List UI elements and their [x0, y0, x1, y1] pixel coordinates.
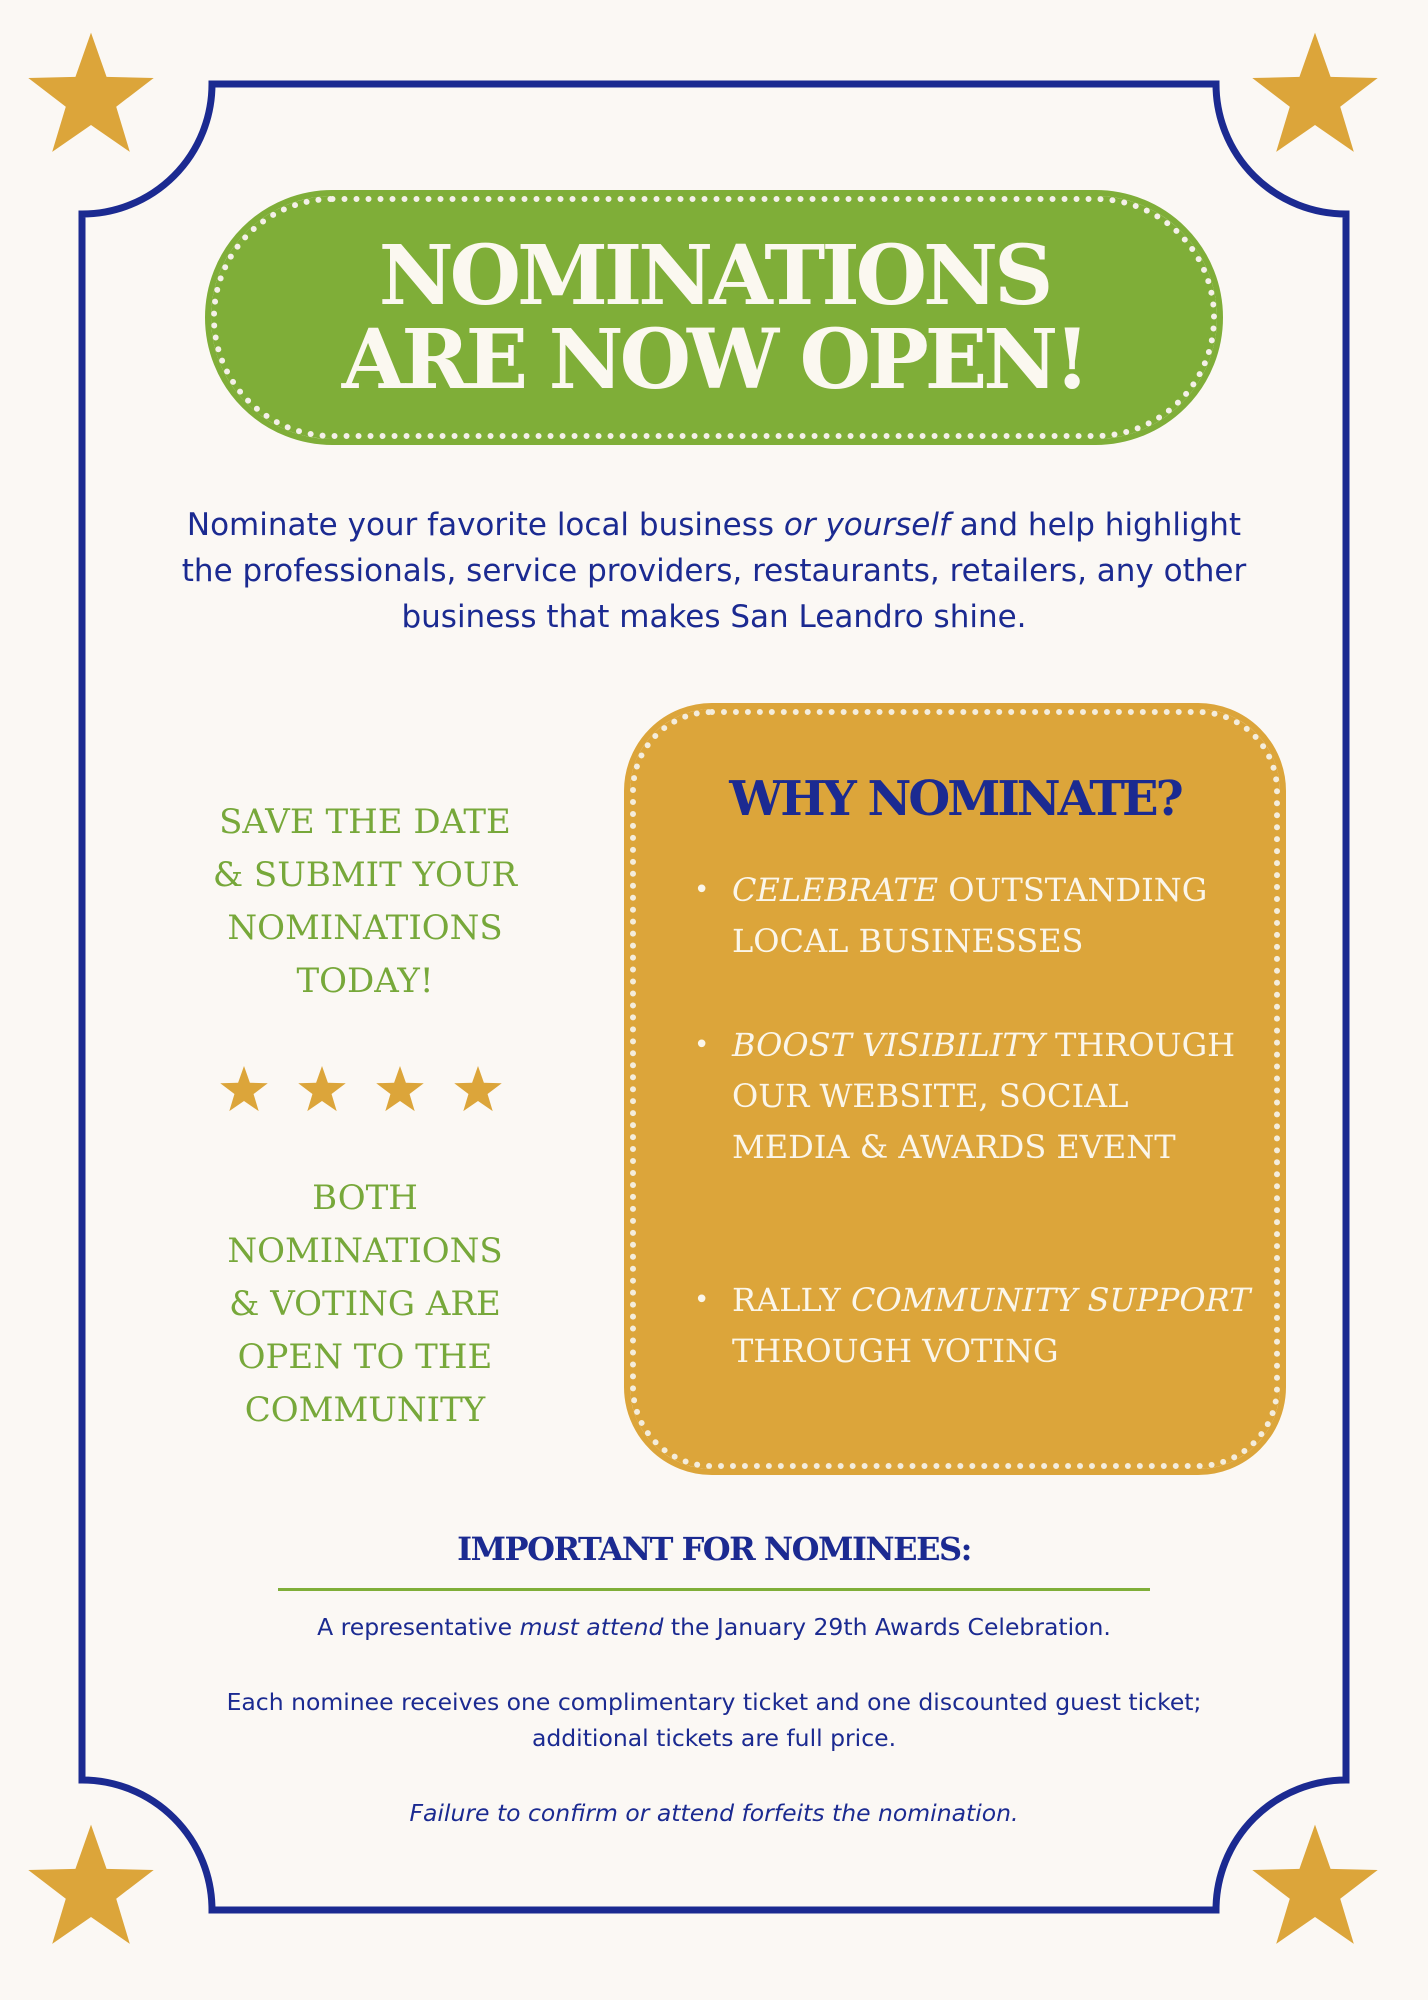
- both-line: NOMINATIONS: [227, 1231, 503, 1271]
- star-icon: [454, 1066, 502, 1111]
- forfeit-note: Failure to confirm or attend forfeits the nomination.: [409, 1799, 1019, 1827]
- star-icon: [376, 1066, 424, 1111]
- both-line: BOTH: [312, 1178, 418, 1218]
- intro-text-2: and help highlight the professionals, service providers, restaurants, retailers, any other business that makes San Leandro shine.: [181, 507, 1247, 635]
- title-banner: [211, 196, 1217, 439]
- note-text: A representative: [317, 1613, 520, 1641]
- ticket-note: Each nominee receives one complimentary ticket and one discounted guest ticket; additional tickets are full price.: [226, 1688, 1202, 1752]
- save-the-date-text: [200, 796, 530, 1008]
- star-row: [215, 1062, 515, 1118]
- why-item-emphasis: COMMUNITY SUPPORT: [850, 1281, 1251, 1319]
- why-nominate-box: [630, 709, 1280, 1469]
- star-icon: [25, 1822, 157, 1954]
- attendance-note: [170, 1609, 1258, 1645]
- why-item-emphasis: BOOST VISIBILITY: [732, 1026, 1045, 1064]
- star-icon: [1249, 1822, 1381, 1954]
- title-line-1: NOMINATIONS: [378, 227, 1050, 324]
- both-line: OPEN TO THE: [237, 1337, 493, 1377]
- save-date-line: SAVE THE DATE: [219, 802, 511, 842]
- why-item-prefix: RALLY: [732, 1281, 851, 1319]
- both-line: & VOTING ARE: [229, 1284, 501, 1324]
- star-icon: [298, 1066, 346, 1111]
- important-title: IMPORTANT FOR NOMINEES:: [457, 1530, 971, 1568]
- star-icon: [1249, 30, 1381, 162]
- why-item-visibility: [732, 1020, 1252, 1173]
- intro-text-1: Nominate your favorite local business: [186, 507, 784, 543]
- both-nominations-text: [200, 1172, 530, 1437]
- title-line-2: ARE NOW OPEN!: [341, 311, 1087, 408]
- save-date-line: TODAY!: [296, 961, 434, 1001]
- why-item-text: THROUGH OUR WEBSITE, SOCIAL MEDIA & AWARDS EVENT: [732, 1026, 1236, 1166]
- why-item-text: OUTSTANDING LOCAL BUSINESSES: [732, 871, 1208, 960]
- divider: [278, 1588, 1150, 1591]
- star-icon: [220, 1066, 268, 1111]
- why-nominate-title: WHY NOMINATE?: [729, 771, 1181, 827]
- intro-emphasis: or yourself: [783, 507, 950, 543]
- note-emphasis: must attend: [519, 1613, 664, 1641]
- save-date-line: & SUBMIT YOUR: [212, 855, 518, 895]
- why-item-community: [732, 1275, 1252, 1377]
- why-item-celebrate: [732, 865, 1252, 967]
- why-item-text: THROUGH VOTING: [732, 1332, 1059, 1370]
- why-item-emphasis: CELEBRATE: [732, 871, 939, 909]
- both-line: COMMUNITY: [244, 1390, 486, 1430]
- star-icon: [25, 30, 157, 162]
- save-date-line: NOMINATIONS: [227, 908, 503, 948]
- intro-paragraph: [170, 502, 1258, 640]
- note-text: the January 29th Awards Celebration.: [663, 1613, 1111, 1641]
